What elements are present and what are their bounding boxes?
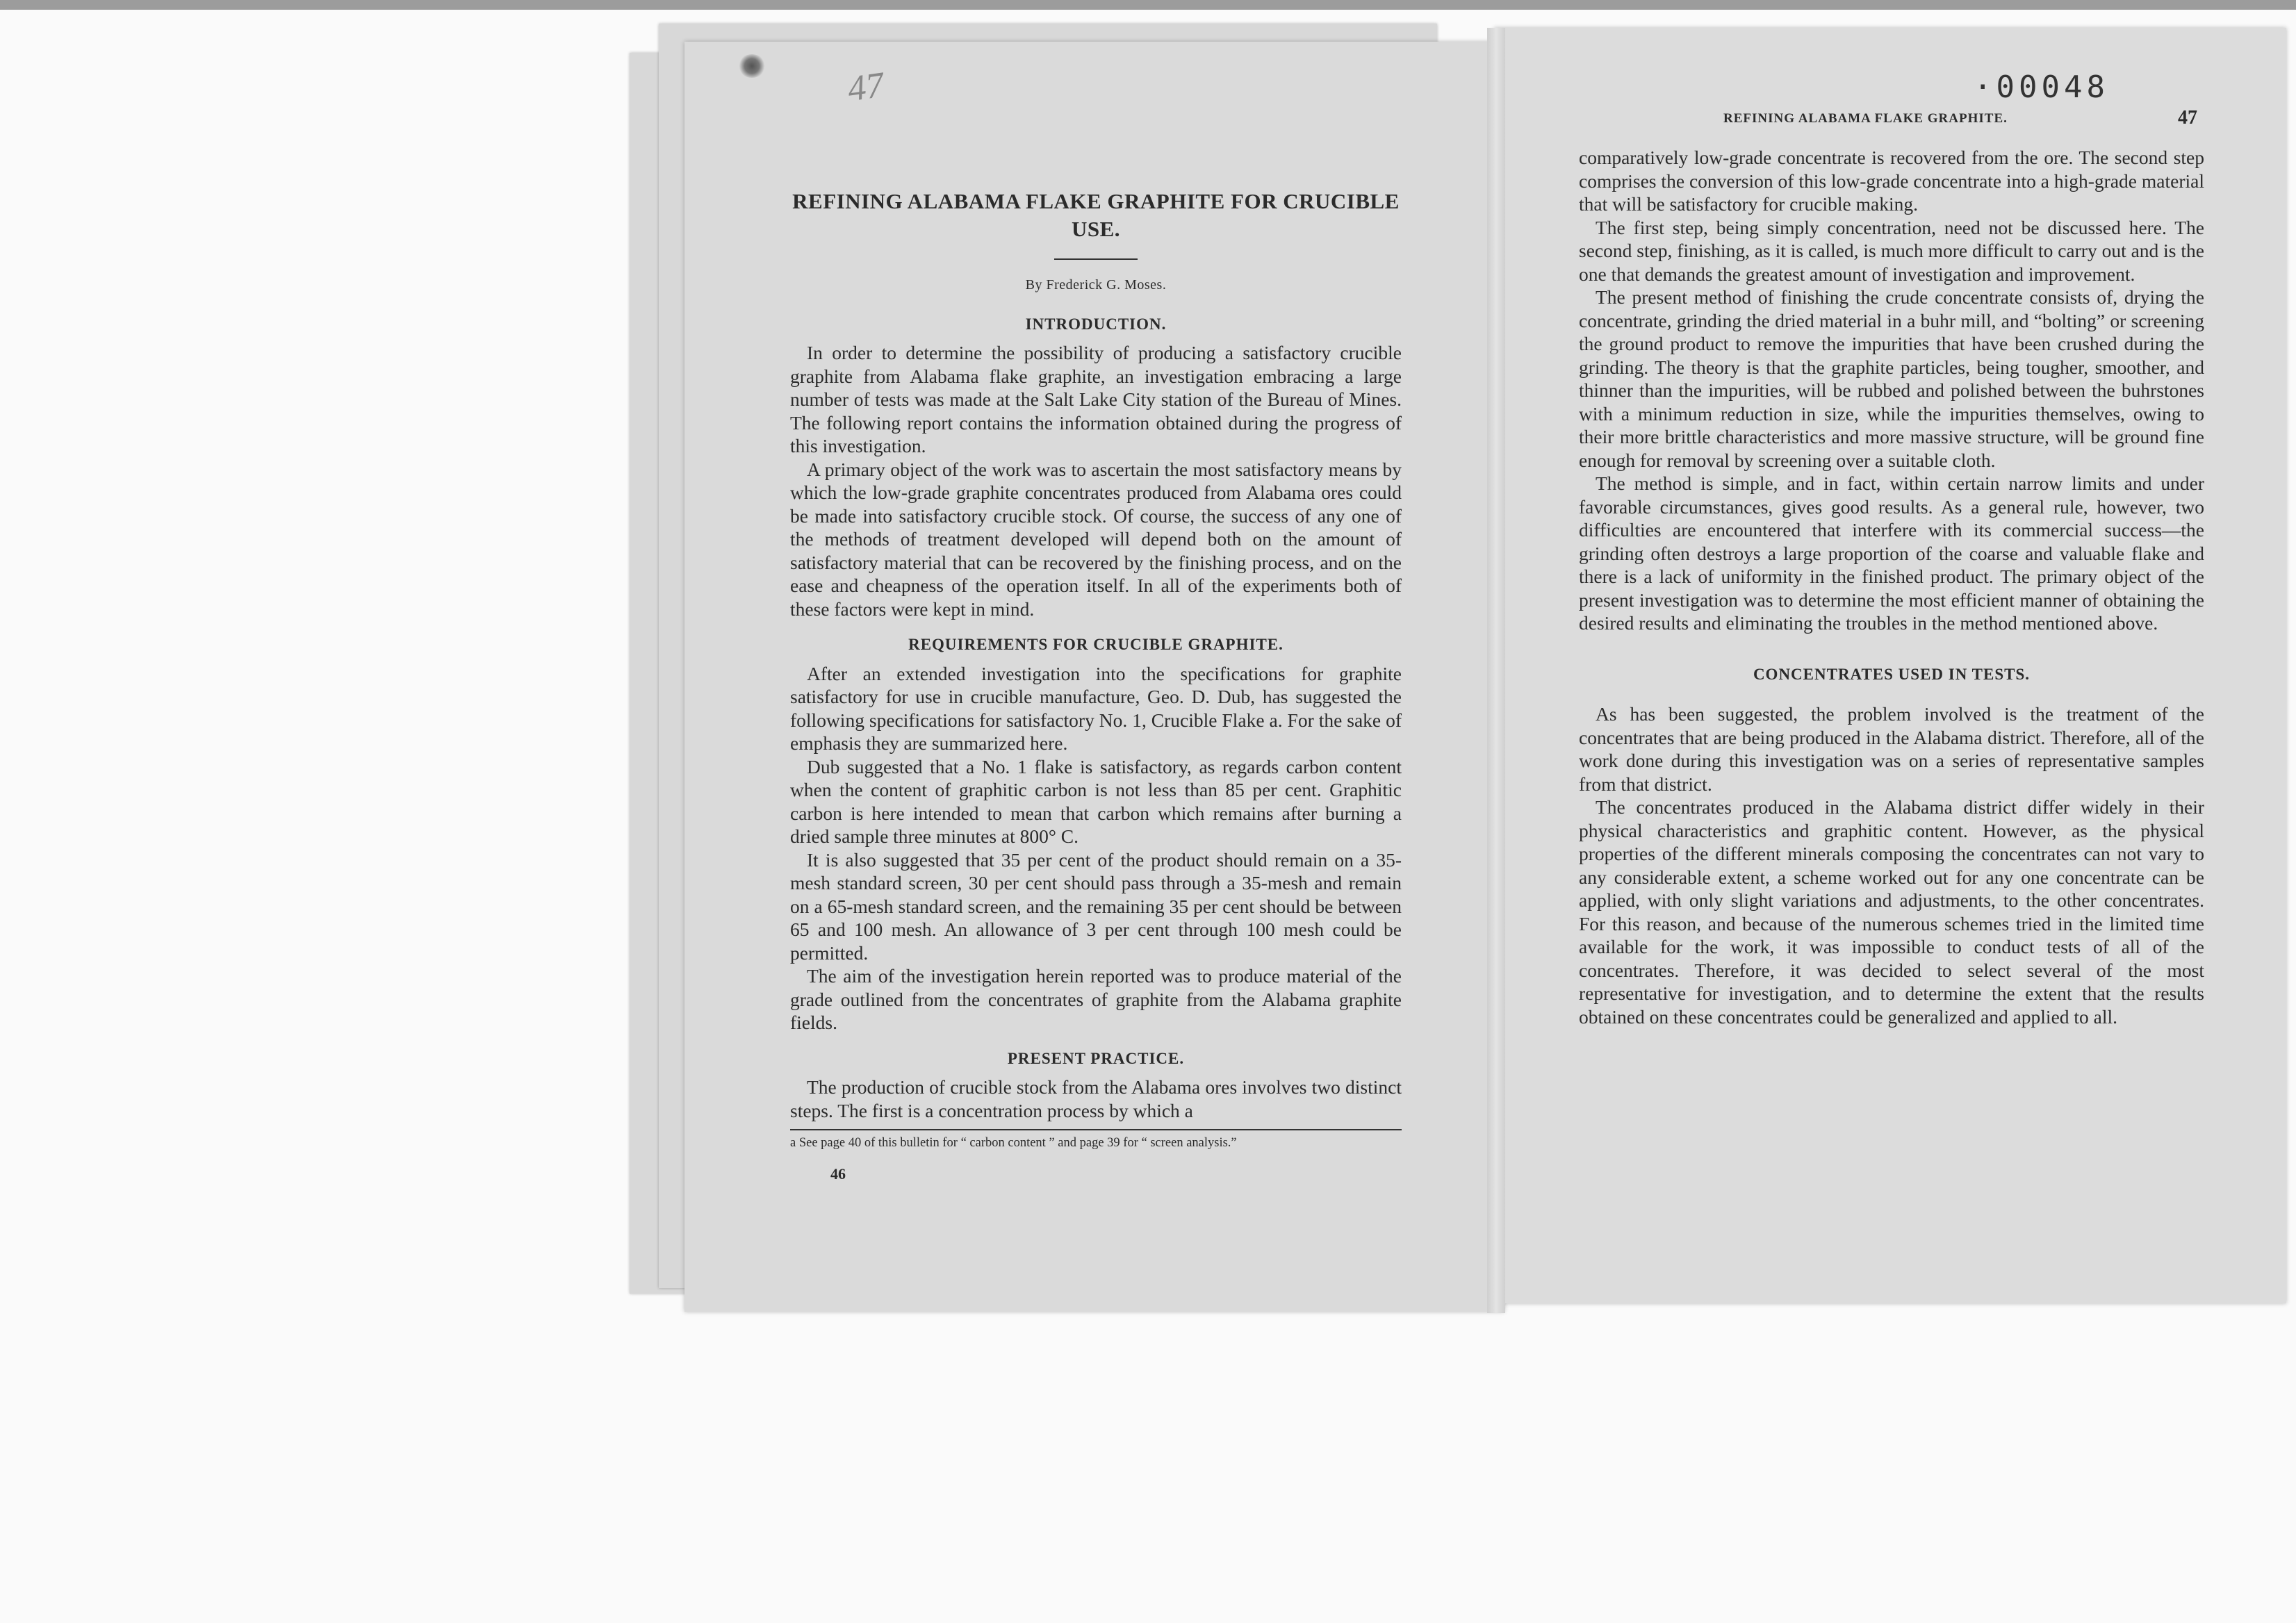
- footnote: a See page 40 of this bulletin for “ carbon content ” and page 39 for “ screen analysis.”: [790, 1136, 1237, 1150]
- pencil-note: 47: [845, 65, 887, 110]
- page-number-right: 47: [2178, 107, 2197, 129]
- paragraph: The method is simple, and in fact, within certain narrow limits and under favorable circumstances, gives good results. As a general rule, however, two difficulties are encountered that interfere with its commercial success—the grinding often destroys a large proportion of the coarse and valuable flake and there is a lack of uniformity in the finished product. The primary object of the present investigation was to determine the most efficient manner of obtaining the desired results and eliminating the troubles in the method mentioned above.: [1579, 472, 2204, 634]
- paragraph: A primary object of the work was to ascertain the most satisfactory means by which the low-grade graphite concentrates produced from Alabama ores could be made into satisfactory crucible stock. Of course, the success of any one of the methods of treatment developed will depend both on the amount of satisfactory material that can be recovered by the finishing process, and on the ease and cheapness of the operation itself. In all of the experiments both of these factors were kept in mind.: [790, 458, 1402, 620]
- byline: By Frederick G. Moses.: [1025, 277, 1167, 293]
- running-head: REFINING ALABAMA FLAKE GRAPHITE.: [1723, 111, 2008, 126]
- archive-stamp: ·00048: [1974, 69, 2109, 105]
- scanner-edge: [0, 0, 2296, 10]
- paragraph: The concentrates produced in the Alabama district differ widely in their physical characteristics and graphitic content. However, as the physical properties of the different minerals composing the concentrates can not vary to any considerable extent, a scheme worked out for any one concentrate can be applied, with only slight variations and adjustments, to the other concentrates. For this reason, and because of the numerous schemes tried in the limited time available for the work, it was impossible to conduct tests of all of the concentrates. Therefore, it was decided to select several of the most representative for investigation, and to determine the extent that the results obtained on these concentrates could be generalized and applied to all.: [1579, 796, 2204, 1028]
- section-heading-requirements: REQUIREMENTS FOR CRUCIBLE GRAPHITE.: [908, 636, 1284, 653]
- title-rule: [1054, 258, 1138, 260]
- paragraph: The production of crucible stock from the Alabama ores involves two distinct steps. The first is a concentration process by which a: [790, 1076, 1402, 1121]
- paragraph: After an extended investigation into the specifications for graphite satisfactory for use in crucible manufacture, Geo. D. Dub, has suggested the following specifications for satisfactory No. 1, Crucible Flake a. For the sake of emphasis they are summarized here.: [790, 662, 1402, 754]
- footnote-rule: [790, 1129, 1402, 1130]
- paragraph: comparatively low-grade concentrate is recovered from the ore. The second step comprises the conversion of this low-grade concentrate into a high-grade material that will be satisfactory for crucible making.: [1579, 147, 2204, 215]
- paragraph: In order to determine the possibility of producing a satisfactory crucible graphite from Alabama flake graphite, an investigation embracing a large number of tests was made at the Salt Lake City station of the Bureau of Mines. The following report contains the information obtained during the progress of this investigation.: [790, 342, 1402, 456]
- paragraph: The first step, being simply concentration, need not be discussed here. The second step, finishing, as it is called, is much more difficult to carry out and is the one that demands the greatest amount of investigation and improvement.: [1579, 216, 2204, 285]
- paragraph: As has been suggested, the problem involved is the treatment of the concentrates that are being produced in the Alabama district. Therefore, all of the work done during this investigation was on a series of representative samples from that district.: [1579, 703, 2204, 795]
- ink-smudge: [738, 54, 766, 78]
- left-page-text: [790, 188, 1402, 1186]
- right-page-text: [1579, 146, 2204, 1028]
- book-gutter: [1487, 28, 1505, 1313]
- section-heading-concentrates: CONCENTRATES USED IN TESTS.: [1753, 665, 2031, 683]
- article-title: REFINING ALABAMA FLAKE GRAPHITE FOR CRUCIBLE USE.: [792, 189, 1400, 241]
- paragraph: Dub suggested that a No. 1 flake is satisfactory, as regards carbon content when the content of graphitic carbon is not less than 85 per cent. Graphitic carbon is here intended to mean that carbon which remains after burning a dried sample three minutes at 800° C.: [790, 755, 1402, 847]
- section-heading-present-practice: PRESENT PRACTICE.: [1007, 1049, 1185, 1067]
- page-number-left: 46: [830, 1165, 846, 1183]
- paragraph: It is also suggested that 35 per cent of the product should remain on a 35-mesh standard screen, 30 per cent should pass through a 35-mesh and remain on a 65-mesh standard screen, and the remaining 35 per cent should be between 65 and 100 mesh. An allowance of 3 per cent through 100 mesh could be permitted.: [790, 848, 1402, 964]
- paragraph: The aim of the investigation herein reported was to produce material of the grade outlined from the concentrates of graphite from the Alabama graphite fields.: [790, 965, 1402, 1033]
- paragraph: The present method of finishing the crude concentrate consists of, drying the concentrate, grinding the dried material in a buhr mill, and “bolting” or screening the ground product to remove the impurities that have been crushed during the grinding. The theory is that the graphite particles, being tougher, smoother, and thinner than the impurities, will be rubbed and polished between the buhrstones with a minimum reduction in size, while the impurities themselves, owing to their more brittle characteristics and more massive structure, will be ground fine enough for removal by screening over a suitable cloth.: [1579, 286, 2204, 471]
- section-heading-introduction: INTRODUCTION.: [1025, 315, 1167, 333]
